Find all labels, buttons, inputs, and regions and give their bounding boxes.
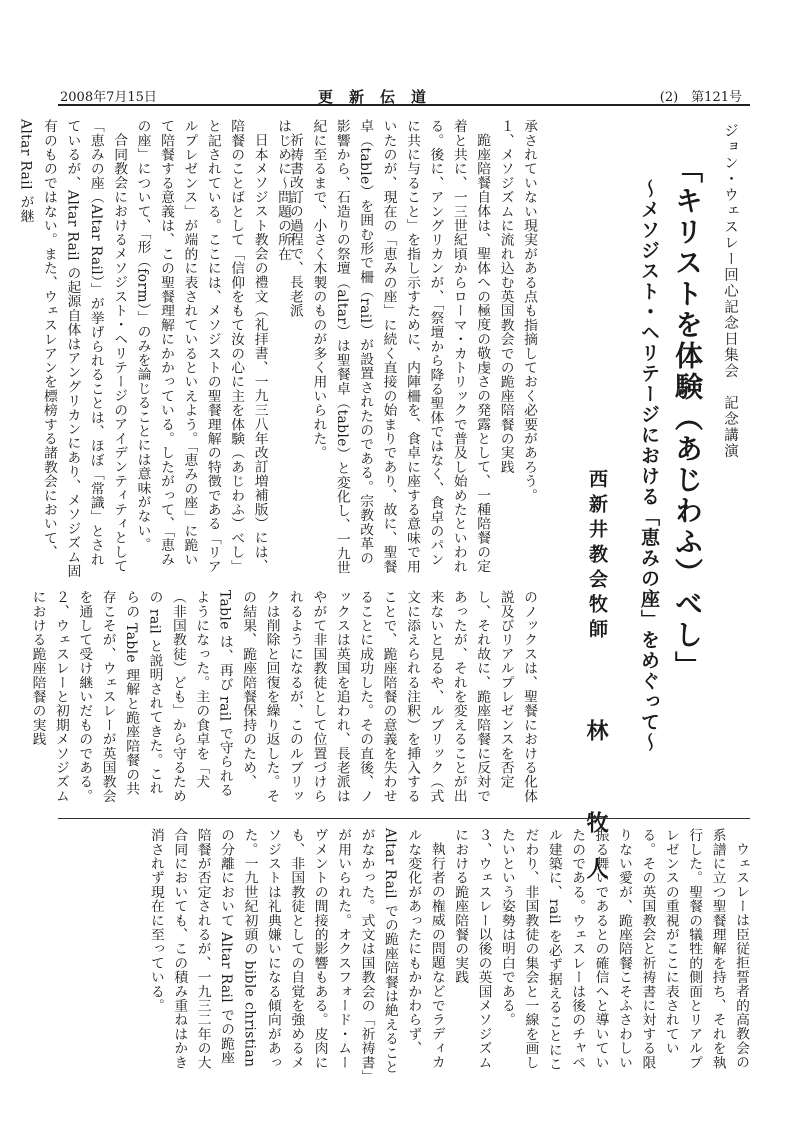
body-paragraph: 祈祷書改訂の過程で、長老派 xyxy=(286,132,303,318)
issue-number: (2) 第121号 xyxy=(659,90,742,105)
article-title: 「キリストを体験（あじわふ）べし」 xyxy=(671,155,704,682)
body-paragraph: 跪座陪餐自体は、聖体への極度の敬虔さの発露として、一種陪餐の定着と共に、一三世紀頃からローマ・カトリックで普及し始めたといわれる。後に、アングリカンが、「祭壇から降る聖体ではなく、食卓のパンに共に与ること」を指し示すために、内陣柵を、食卓に座する意味で用いたのが、現在の「恵みの座」に続く直接の始まりであり、故に、聖餐卓（table）を囲む形で柵（rail）が設置されたのである。宗教改革の影響から、石造りの祭壇（altar）は聖餐卓（table）と変化し、一九世紀に至るまで、小さく木製のものが多く用いられた。 xyxy=(310,119,491,575)
newsletter-title: 更新伝道 xyxy=(318,88,443,106)
header-rule xyxy=(58,104,750,106)
body-column-top-left xyxy=(17,119,294,579)
body-paragraph: 承されていない現実がある点も指摘しておく必要があろう。 xyxy=(521,119,537,503)
author-role: 西新井教会牧師 xyxy=(586,469,608,644)
body-paragraph: ウェスレーは臣従拒誓者的高教会の系譜に立つ聖餐理解を持ち、それを執行した。聖餐の犠牲的側面とリアルプレゼンスの重視がここに表されている。その英国教会と祈祷書に対する限りない愛が、跪座陪餐こそふさわしい振る舞いであるとの確信へと導いていたのである。ウェスレーは後のチャペル建築に、rail を必ず据えることにこだわり、非国教徒の集会と一線を画したいという姿勢は明白である。 xyxy=(498,828,749,1072)
section-rule xyxy=(58,818,750,819)
article-subtitle: ～メソジスト・ヘリテージにおける「恵みの座」をめぐって～ xyxy=(638,179,660,753)
section-heading: ２、ウェスレーと初期メソジズムにおける跪座陪餐の実践 xyxy=(29,590,69,803)
body-paragraph: 日本メソジスト教会の禮文（礼拝書、一九三八年改訂増補版）には、陪餐のことばとして「信仰をもて汝の心に主を体験（あじわふ）べし」と記されている。ここには、メソジストの聖餐理解の特徴である「リアルプレゼンス」が端的に表されているといえよう。「恵みの座」に跪いて陪餐する意義は、この聖餐理解にかかっている。したがって、「恵みの座」について、「形（form）」のみを論じることには意味がない。 xyxy=(134,119,268,574)
section-heading: ３、ウェスレー以後の英国メソジズムにおける跪座陪餐の実践 xyxy=(452,828,492,1070)
section-heading: はじめに～問題の所在 xyxy=(275,119,291,261)
article-title-block xyxy=(547,119,747,903)
body-column-bottom xyxy=(62,828,752,1078)
author-name: 林 牧人 xyxy=(583,719,608,903)
section-heading: １、メソジズムに流れ込む英国教会での跪座陪餐の実践 xyxy=(497,119,514,474)
body-column-top-right xyxy=(286,119,540,579)
body-paragraph: 合同教会におけるメソジスト・ヘリテージのアイデンティティとして「恵みの座（Altar Rail）」が挙げられることは、ほぼ「常識」とされているが、Altar Rail の起源自体はアングリカンにあり、メソジズム固有のものではない。また、ウェスレアンを標榜する諸教会において、Altar Rail が継 xyxy=(17,119,128,579)
body-paragraph: 執行者の権威の問題などでラディカルな変化があったにもかかわらず、Altar Rail での跪座陪餐は絶えることがなかった。式文は国教会の「祈祷書」が用いられた。オクスフォード・ムーヴメントの間接的影響もある。皮肉にも、非国教徒としての自覚を強めるメソジストは礼典嫌いになる傾向があった。一九世紀初頭の bible christian の分離において Altar Rail での跪座陪餐が否定されるが、一九三二年の大合同においても、この積み重ねはかき消されず現在に至っている。 xyxy=(147,828,445,1077)
body-column-middle xyxy=(29,590,540,808)
body-paragraph: のノックスは、聖餐における化体説及びリアルプレゼンスを否定し、それ故に、跪座陪餐に反対であったが、それを変えることが出来ないと見るや、ルブリック（式文に添えられる注釈）を挿入することで、跪座陪餐の意義を失わせることに成功した。その直後、ノックスは英国を追われ、長老派はやがて非国教徒として位置づけられるようになるが、このルブリックは削除と回復を繰り返した。その結果、跪座陪餐保持のため、Table は、再び rail で守られるようになった。主の食卓を「犬（非国教徒）ども」から守るための rail と説明されてきた。これらの Table 理解と跪座陪餐の共存こそが、ウェスレーが英国教会を通して受け継いだものである。 xyxy=(76,590,537,803)
lecture-series: ジョン・ウェスレー回心記念日集会 記念講演 xyxy=(722,123,738,459)
issue-date: 2008年7月15日 xyxy=(60,90,157,105)
